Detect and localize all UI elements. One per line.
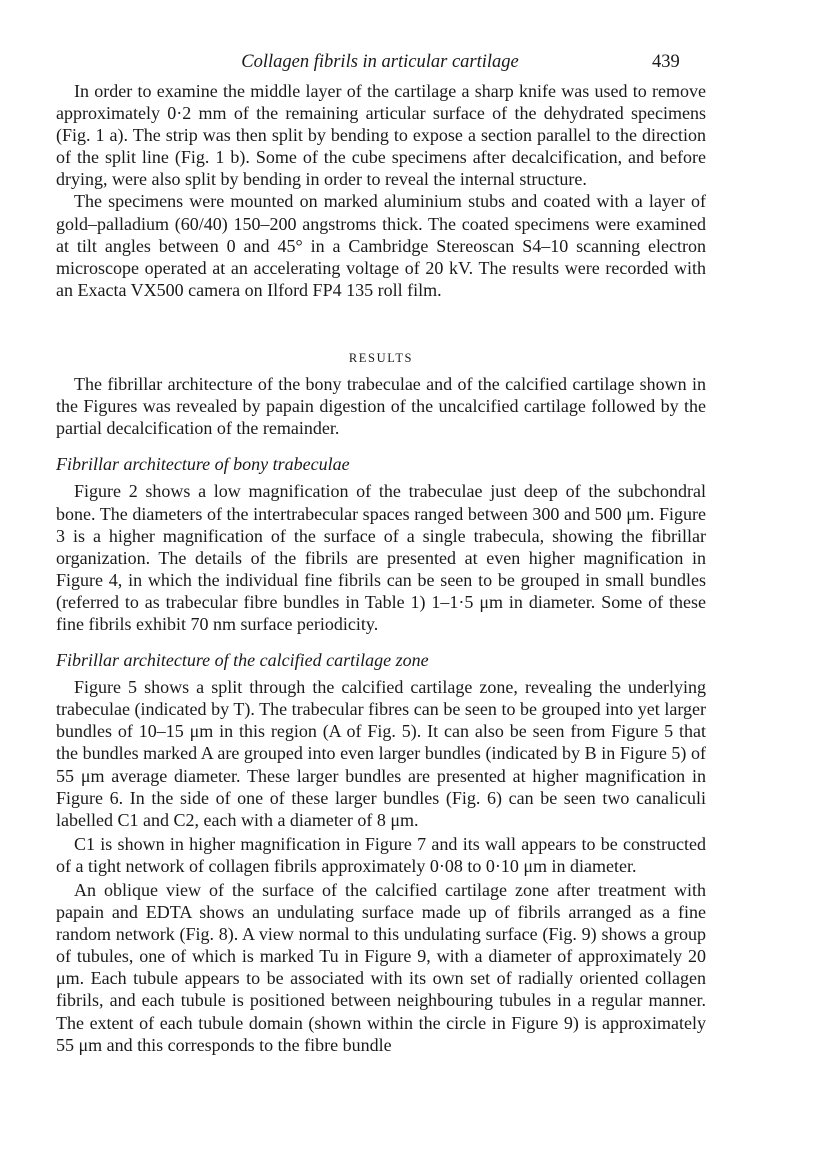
paragraph-canaliculus: C1 is shown in higher magnification in Figure 7 and its wall appears to be constructed of a tight network of collagen fibrils approximately 0·08 to 0·10 μm in diameter. <box>56 833 706 876</box>
paragraph-middle-layer: In order to examine the middle layer of the cartilage a sharp knife was used to remove approximately 0·2 mm of the remaining articular surface of the dehydrated specimens (Fig. 1 a). The strip was then split by bending to expose a section parallel to the direction of the split line (Fig. 1 b). Some of the cube specimens after decalcification, and before drying, were also split by bending in order to reveal the internal structure. <box>56 81 706 190</box>
subheading-calcified-cartilage: Fibrillar architecture of the calcified cartilage zone <box>56 650 429 671</box>
paragraph-results-intro: The fibrillar architecture of the bony trabeculae and of the calcified cartilage shown in the Figures was revealed by papain digestion of the uncalcified cartilage followed by the partial decalcification of the remainder. <box>56 374 706 439</box>
article-body <box>56 80 706 1056</box>
page-number: 439 <box>652 52 680 72</box>
section-heading-results: RESULTS <box>348 350 414 365</box>
running-title: Collagen fibrils in articular cartilage <box>241 52 519 72</box>
paragraph-calcified-zone-split: Figure 5 shows a split through the calcified cartilage zone, revealing the underlying trabeculae (indicated by T). The trabecular fibres can be seen to be grouped into yet larger bundles of 10–15 μm in this region (A of Fig. 5). It can also be seen from Figure 5 that the bundles marked A are grouped into even larger bundles (indicated by B in Figure 5) of 55 μm average diameter. These larger bundles are presented at higher magnification in Figure 6. In the side of one of these larger bundles (Fig. 6) can be seen two canaliculi labelled C1 and C2, each with a diameter of 8 μm. <box>56 677 706 830</box>
subheading-bony-trabeculae: Fibrillar architecture of bony trabeculae <box>56 454 350 475</box>
paragraph-specimen-mounting: The specimens were mounted on marked aluminium stubs and coated with a layer of gold–palladium (60/40) 150–200 angstroms thick. The coated specimens were examined at tilt angles between 0 and 45° in a Cambridge Stereoscan S4–10 scanning electron microscope operated at an accelerating voltage of 20 kV. The results were recorded with an Exacta VX500 camera on Ilford FP4 135 roll film. <box>56 191 706 300</box>
paragraph-trabeculae: Figure 2 shows a low magnification of the trabeculae just deep of the subchondral bone. The diameters of the intertrabecular spaces ranged between 300 and 500 μm. Figure 3 is a higher magnification of the surface of a single trabecula, showing the fibrillar organization. The details of the fibrils are presented at even higher magnification in Figure 4, in which the individual fine fibrils can be seen to be grouped in small bundles (referred to as trabecular fibre bundles in Table 1) 1–1·5 μm in diameter. Some of these fine fibrils exhibit 70 nm surface periodicity. <box>56 481 706 634</box>
page-header <box>0 52 816 78</box>
paragraph-tubules: An oblique view of the surface of the calcified cartilage zone after treatment with papain and EDTA shows an undulating surface made up of fibrils arranged as a fine random network (Fig. 8). A view normal to this undulating surface (Fig. 9) shows a group of tubules, one of which is marked Tu in Figure 9, with a diameter of approximately 20 μm. Each tubule appears to be associated with its own set of radially oriented collagen fibrils, and each tubule is positioned between neighbouring tubules in a regular manner. The extent of each tubule domain (shown within the circle in Figure 9) is approximately 55 μm and this corresponds to the fibre bundle <box>56 880 706 1055</box>
